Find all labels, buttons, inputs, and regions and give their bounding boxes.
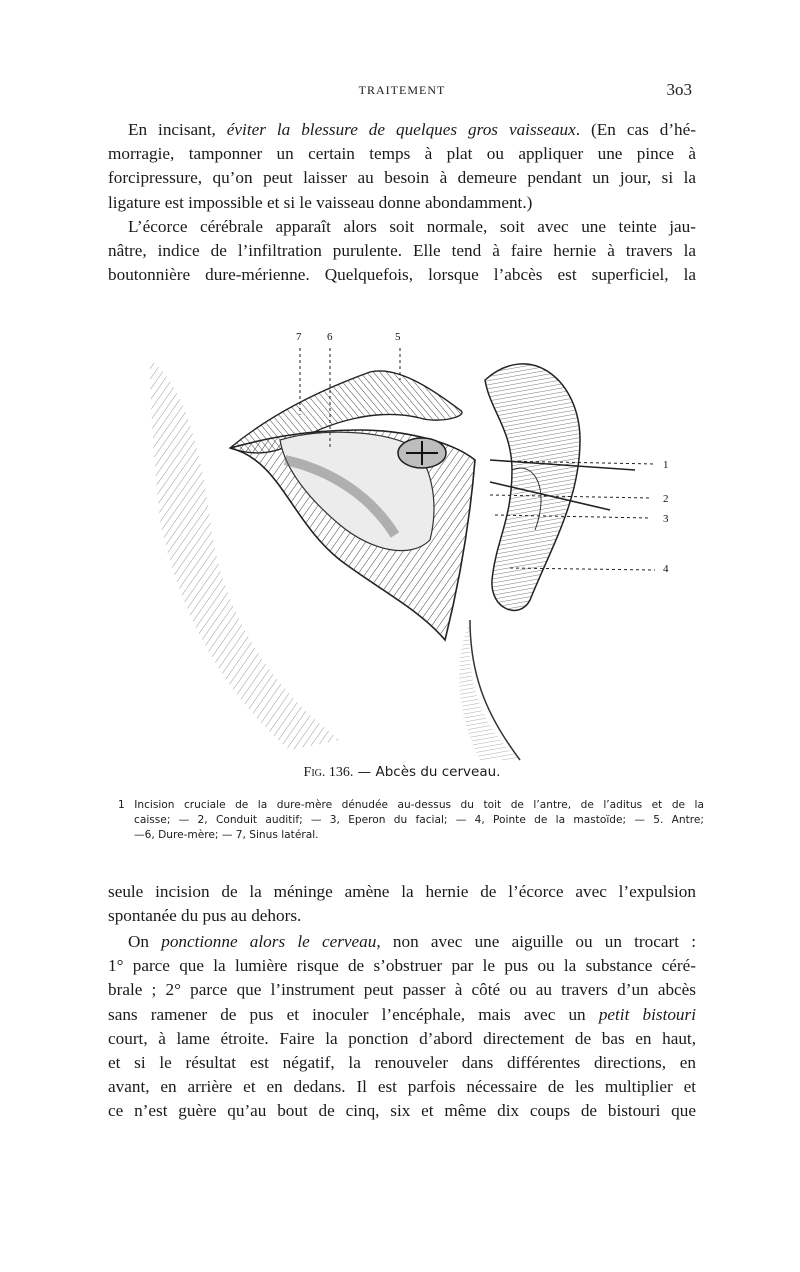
text-line: On ponctionne alors le cerveau, non avec une aiguille ou un trocart :: [128, 932, 696, 951]
figure-caption: [108, 764, 696, 781]
text-line: boutonnière dure-mérienne. Quelquefois, lorsque l’abcès est superficiel, la: [108, 265, 696, 285]
text-line: ligature est impossible et si le vaisseau donne abondamment.): [108, 192, 533, 212]
callout-3: 3: [663, 513, 669, 525]
anatomical-engraving: [140, 320, 680, 770]
callout-1: 1: [663, 459, 669, 471]
text-line: L’écorce cérébrale apparaît alors soit normale, soit avec une teinte jau-: [128, 217, 696, 236]
text-line: court, à lame étroite. Faire la ponction d’abord directement de bas en haut,: [108, 1028, 696, 1048]
text-line: avant, en arrière et en dedans. Il est parfois nécessaire de les multiplier et: [108, 1077, 696, 1097]
running-head: [108, 80, 696, 102]
legend-line: caisse; — 2, Conduit auditif; — 3, Eperon du facial; — 4, Pointe de la mastoïde; — 5. Antre;: [134, 814, 704, 826]
figure-label: Fig. 136.: [303, 765, 354, 780]
text-line: forcipressure, qu’on peut laisser au besoin à demeure pendant un jour, si la: [108, 168, 696, 188]
emphasis: éviter la blessure de quelques gros vaisseaux: [226, 120, 576, 139]
paragraph-incision: [108, 118, 696, 215]
auricle: [485, 364, 580, 611]
callout-5: 5: [395, 331, 401, 343]
callout-7: 7: [296, 331, 302, 343]
callout-6: 6: [327, 331, 333, 343]
paragraph-ecorce: [108, 215, 696, 288]
text-line: seule incision de la méninge amène la hernie de l’écorce avec l’expulsion: [108, 882, 696, 901]
callout-4: 4: [663, 563, 669, 575]
neck-shading: [459, 620, 520, 760]
text-line: sans ramener de pus et inoculer l’encéphale, mais avec un petit bistouri: [108, 1004, 696, 1024]
emphasis: petit bistouri: [598, 1004, 696, 1024]
page-number: 3o3: [666, 80, 692, 99]
paragraph-ponction: [108, 930, 696, 1124]
figure-legend: [118, 798, 704, 843]
text-line: brale ; 2° parce que l’instrument peut passer à côté ou au travers d’un abcès: [108, 980, 696, 1000]
text-line: et si le résultat est négatif, la renouveler dans différentes directions, en: [108, 1053, 696, 1073]
text-line: ce n’est guère qu’au bout de cinq, six et même dix coups de bistouri que: [108, 1101, 696, 1121]
emphasis: ponctionne alors le cerveau: [161, 932, 377, 951]
text-line: 1° parce que la lumière risque de s’obstruer par le pus ou la substance céré-: [108, 956, 696, 976]
legend-line: 1 Incision cruciale de la dure-mère dénudée au-dessus du toit de l’antre, de l’aditus et de la: [118, 799, 704, 811]
text-line: morragie, tamponner un certain temps à plat ou appliquer une pince à: [108, 144, 696, 164]
callout-2: 2: [663, 493, 669, 505]
text-line: En incisant, éviter la blessure de quelques gros vaisseaux. (En cas d’hé-: [128, 120, 696, 139]
text-line: spontanée du pus au dehors.: [108, 906, 302, 926]
text-line: nâtre, indice de l’infiltration purulente. Elle tend à faire hernie à travers la: [108, 241, 696, 261]
paragraph-hernie: [108, 880, 696, 928]
legend-line: —6, Dure-mère; — 7, Sinus latéral.: [134, 829, 319, 841]
figure-title: — Abcès du cerveau.: [353, 764, 501, 780]
running-title: TRAITEMENT: [358, 83, 446, 97]
